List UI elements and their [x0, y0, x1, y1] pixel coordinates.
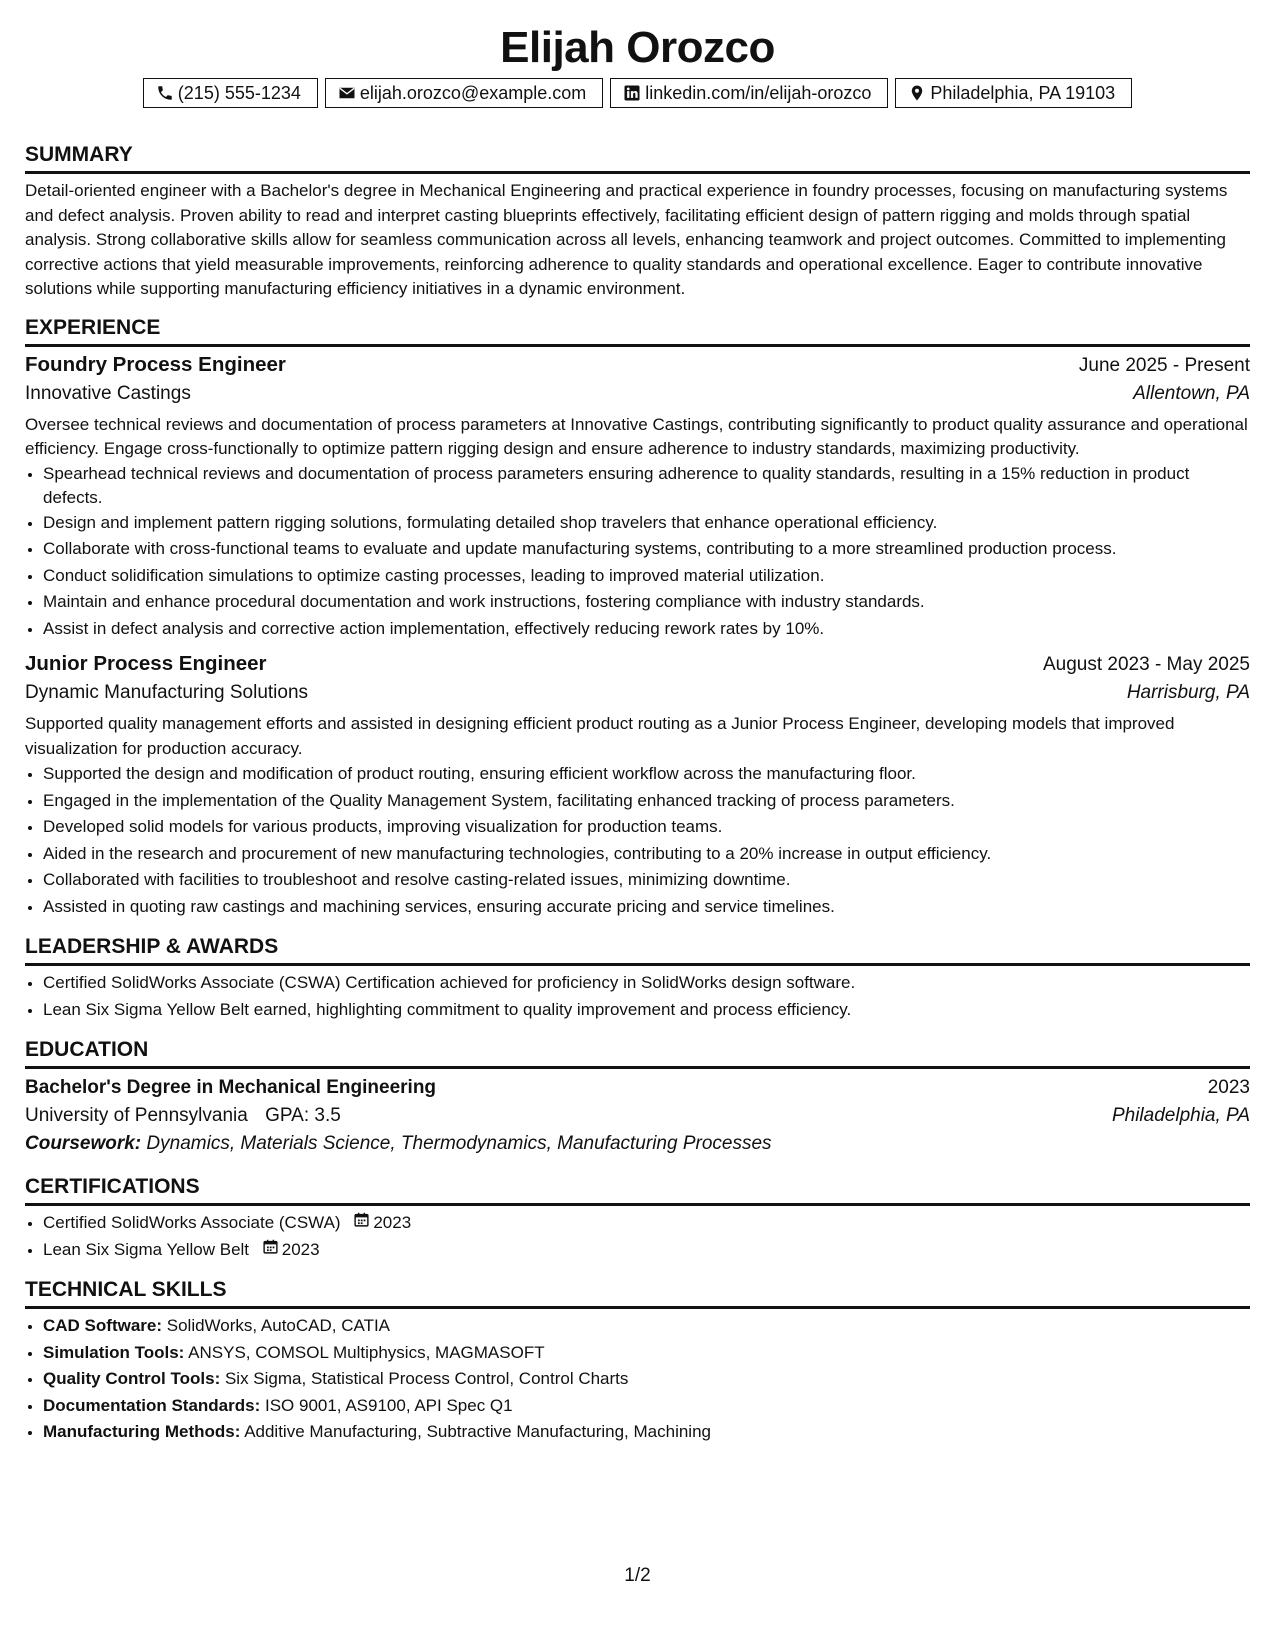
job-bullets — [25, 462, 1250, 643]
list-item — [43, 1419, 1250, 1446]
page-indicator: 1/2 — [624, 1565, 651, 1586]
list-item: • Aided in the research and procurement of new manufacturing technologies, contributing to a 20% increase in output efficiency. — [43, 841, 1250, 868]
contact-linkedin[interactable] — [610, 78, 888, 108]
section-title-experience: EXPERIENCE — [25, 315, 1250, 347]
coursework-label: Coursework: — [25, 1133, 142, 1154]
list-item: • Assisted in quoting raw castings and machining services, ensuring accurate pricing and service timelines. — [43, 894, 1250, 921]
skill-value: SolidWorks, AutoCAD, CATIA — [166, 1316, 391, 1335]
list-item: • Collaborate with cross-functional teams to evaluate and update manufacturing systems, contributing to a more streamlined production process. — [43, 536, 1250, 563]
certification-name: Lean Six Sigma Yellow Belt — [43, 1239, 250, 1259]
list-item: • Spearhead technical reviews and documentation of process parameters ensuring adherence to quality standards, resulting in a 15% reduction in product defects. — [43, 462, 1250, 510]
calendar-icon — [262, 1237, 279, 1264]
skills-list — [25, 1313, 1250, 1446]
list-item: • Conduct solidification simulations to optimize casting processes, leading to improved material utilization. — [43, 563, 1250, 590]
summary-text: Detail-oriented engineer with a Bachelor's degree in Mechanical Engineering and practical experience in foundry processes, focusing on manufacturing systems and defect analysis. Proven ability to read and interpret casting blueprints effectively, facilitating efficient design of pattern rigging and molds through spatial analysis. Strong collaborative skills allow for seamless communication across all levels, enhancing teamwork and project outcomes. Committed to implementing corrective actions that yield measurable improvements, reinforcing adherence to quality standards and operational excellence. Eager to contribute innovative solutions while supporting manufacturing efficiency initiatives in a dynamic environment. — [25, 181, 1228, 298]
skill-value: Additive Manufacturing, Subtractive Manufacturing, Machining — [244, 1422, 711, 1441]
contact-email[interactable] — [325, 78, 603, 108]
certification-year: 2023 — [281, 1239, 320, 1259]
job-description: Supported quality management efforts and assisted in designing efficient product routing as a Junior Process Engineer, developing models that improved visualization for production accuracy. — [25, 714, 1175, 758]
job-company: Dynamic Manufacturing Solutions — [25, 682, 309, 703]
section-title-leadership: LEADERSHIP & AWARDS — [25, 934, 1250, 966]
contact-bar — [25, 78, 1250, 108]
contact-phone-text: (215) 555-1234 — [177, 83, 301, 103]
list-item — [43, 1237, 1250, 1264]
list-item: • Supported the design and modification of product routing, ensuring efficient workflow across the manufacturing floor. — [43, 761, 1250, 788]
contact-phone[interactable] — [143, 78, 318, 108]
list-item: • Lean Six Sigma Yellow Belt earned, highlighting commitment to quality improvement and process efficiency. — [43, 997, 1250, 1024]
school-location: Philadelphia, PA — [1111, 1105, 1250, 1126]
list-item — [43, 1366, 1250, 1393]
coursework-list: Dynamics, Materials Science, Thermodynamics, Manufacturing Processes — [146, 1133, 772, 1154]
education-entry — [25, 1074, 1250, 1158]
resume-page — [25, 0, 1250, 1446]
linkedin-icon — [623, 84, 641, 102]
certifications-list — [25, 1210, 1250, 1263]
job-title: Junior Process Engineer — [25, 652, 267, 675]
degree-name: Bachelor's Degree in Mechanical Engineering — [25, 1077, 437, 1098]
skill-label: Simulation Tools: — [43, 1342, 185, 1362]
skill-label: Quality Control Tools: — [43, 1369, 221, 1388]
contact-email-text: elijah.orozco@example.com — [359, 83, 587, 103]
list-item — [43, 1313, 1250, 1340]
contact-location — [895, 78, 1132, 108]
contact-linkedin-text: linkedin.com/in/elijah-orozco — [645, 83, 872, 103]
job-location: Harrisburg, PA — [1126, 682, 1250, 703]
skill-label: Documentation Standards: — [43, 1395, 261, 1415]
list-item — [43, 1340, 1250, 1367]
job-dates: June 2025 - Present — [1078, 354, 1250, 376]
skill-value: ISO 9001, AS9100, API Spec Q1 — [264, 1395, 513, 1415]
list-item: • Certified SolidWorks Associate (CSWA) Certification achieved for proficiency in SolidWorks design software. — [43, 970, 1250, 997]
job-location: Allentown, PA — [1133, 382, 1250, 404]
leadership-list — [25, 970, 1250, 1023]
list-item — [43, 1210, 1250, 1237]
coursework — [25, 1130, 1250, 1158]
graduation-year: 2023 — [1207, 1077, 1250, 1098]
certification-name: Certified SolidWorks Associate (CSWA) — [43, 1213, 341, 1232]
list-item: • Engaged in the implementation of the Quality Management System, facilitating enhanced tracking of process parameters. — [43, 788, 1250, 815]
phone-icon — [156, 84, 174, 102]
job-entry — [25, 650, 1250, 920]
calendar-icon — [353, 1210, 370, 1237]
job-description: Oversee technical reviews and documentation of process parameters at Innovative Castings, contributing significantly to product quality assurance and operational efficiency. Engage cross-functionally to optimize pattern rigging design and ensure adherence to industry standards, maximizing productivity. — [25, 414, 1248, 458]
envelope-icon — [338, 84, 356, 102]
job-dates: August 2023 - May 2025 — [1042, 654, 1250, 675]
certification-year: 2023 — [373, 1213, 412, 1232]
skill-label: CAD Software: — [43, 1316, 163, 1335]
list-item — [43, 1393, 1250, 1420]
skill-value: ANSYS, COMSOL Multiphysics, MAGMASOFT — [188, 1342, 545, 1362]
list-item: • Maintain and enhance procedural documentation and work instructions, fostering compliance with industry standards. — [43, 589, 1250, 616]
job-company: Innovative Castings — [25, 382, 191, 404]
list-item: • Collaborated with facilities to troubleshoot and resolve casting-related issues, minimizing downtime. — [43, 867, 1250, 894]
job-bullets — [25, 761, 1250, 920]
section-title-summary: SUMMARY — [25, 142, 1250, 174]
section-title-skills: TECHNICAL SKILLS — [25, 1277, 1250, 1309]
gpa: GPA: 3.5 — [265, 1105, 341, 1126]
list-item: • Assist in defect analysis and corrective action implementation, effectively reducing rework rates by 10%. — [43, 616, 1250, 643]
job-title: Foundry Process Engineer — [25, 352, 286, 376]
job-entry — [25, 351, 1250, 643]
contact-location-text: Philadelphia, PA 19103 — [930, 83, 1116, 103]
section-title-education: EDUCATION — [25, 1037, 1250, 1069]
school-name: University of Pennsylvania — [25, 1105, 248, 1126]
candidate-name: Elijah Orozco — [500, 23, 775, 72]
skill-label: Manufacturing Methods: — [43, 1422, 241, 1441]
map-pin-icon — [908, 84, 926, 102]
list-item: • Design and implement pattern rigging solutions, formulating detailed shop travelers that enhance operational efficiency. — [43, 510, 1250, 537]
section-title-certifications: CERTIFICATIONS — [25, 1174, 1250, 1206]
skill-value: Six Sigma, Statistical Process Control, Control Charts — [224, 1369, 629, 1388]
list-item: • Developed solid models for various products, improving visualization for production teams. — [43, 814, 1250, 841]
